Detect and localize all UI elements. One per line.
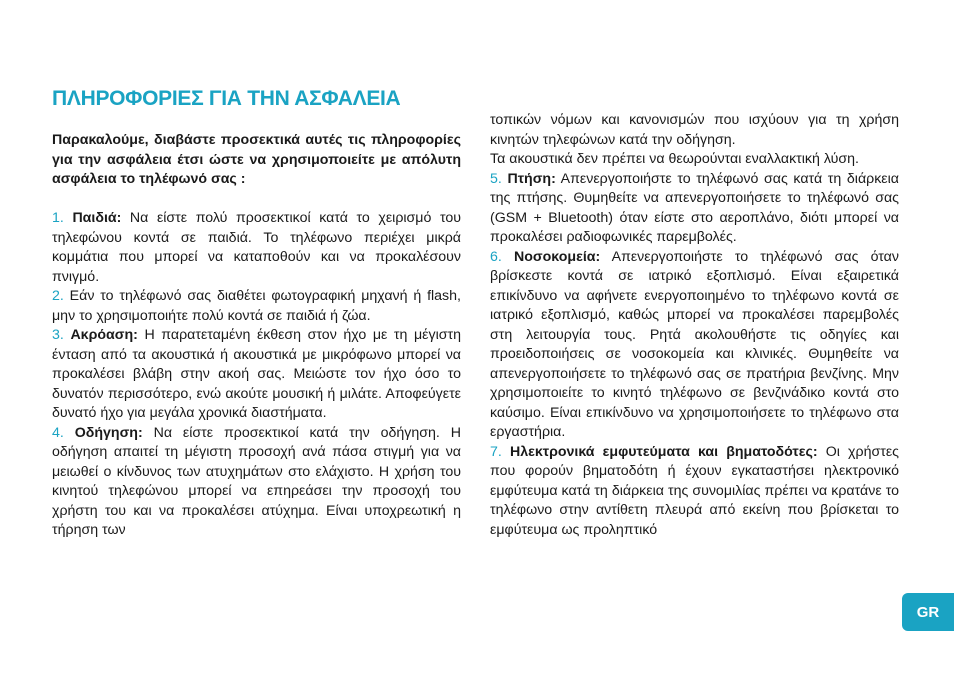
section-text: Εάν το τηλέφωνό σας διαθέτει φωτογραφική μηχανή ή flash, μην το χρησιμοποιήτε πολύ κοντά σε παιδιά ή ζώα. xyxy=(52,288,461,324)
section-heading: Πτήση: xyxy=(507,170,556,187)
section-hospitals xyxy=(490,248,899,443)
left-column xyxy=(52,131,461,541)
section-driving xyxy=(52,424,461,541)
section-text: Απενεργοποιήστε το τηλέφωνό σας κατά τη διάρκεια της πτήσης. Θυμηθείτε να απενεργοποιήσετε το τηλέφωνό σας (GSM + Bluetooth) όταν είστε στο αεροπλάνο, διότι μπορεί να προκαλέσει ραδιοφωνικές παρεμβολές. xyxy=(490,170,899,245)
section-driving-continued: τοπικών νόμων και κανονισμών που ισχύουν για τη χρήση κινητών τηλεφώνων κατά την οδήγηση. xyxy=(490,112,899,148)
section-heading: Ακρόαση: xyxy=(70,327,138,343)
section-text: Οι χρήστες που φορούν βηματοδότη ή έχουν εγκαταστήσει ηλεκτρονικό εμφύτευμα κατά τη διάρκεια της συνομιλίας πρέπει να κρατάνε το τηλέφωνο στην αντίθετη πλευρά από εκείνη που βρίσκεται το εμφύτευμα ως προληπτικό xyxy=(490,443,899,538)
section-heading: Ηλεκτρονικά εμφυτεύματα και βηματοδότες: xyxy=(509,443,818,460)
page-title: ΠΛΗΡΟΦΟΡΙΕΣ ΓΙΑ ΤΗΝ ΑΣΦΑΛΕΙΑ xyxy=(52,87,401,110)
section-implants xyxy=(490,443,899,541)
section-number: 2. xyxy=(52,288,64,304)
right-column xyxy=(490,111,899,540)
section-flash xyxy=(52,287,461,326)
section-heading: Οδήγηση: xyxy=(74,424,143,441)
section-number: 7. xyxy=(490,443,502,460)
intro-paragraph: Παρακαλούμε, διαβάστε προσεκτικά αυτές τις πληροφορίες για την ασφάλεια έτσι ώστε να χρησιμοποιείτε με απόλυτη ασφάλεια το τηλέφωνό σας : xyxy=(52,132,461,187)
section-text: Απενεργοποιήστε το τηλέφωνό σας όταν βρίσκεστε κοντά σε ιατρικό εξοπλισμό. Είναι εξαιρετικά επικίνδυνο να αφήνετε ενεργοποιημένο το τηλέφωνο κοντά σε ιατρικό εξοπλισμό, καθώς μπορεί να προκαλέσει παρεμβολές στη λειτουργία τους. Ρητά ακολουθήστε τις οδηγίες και προειδοποιήσεις σε νοσοκομεία και κλινικές. Θυμηθείτε να απενεργοποιήσετε το τηλέφωνό σας σε πρατήρια βενζίνης. Μην χρησιμοποιείτε το κινητό τηλέφωνο σε βενζινάδικο κοντά στο καύσιμο. Είναι επικίνδυνο να χρησιμοποιήσετε το τηλέφωνο στα εργαστήρια. xyxy=(490,248,899,440)
section-text: Η παρατεταμένη έκθεση στον ήχο με τη μέγιστη ένταση από τα ακουστικά ή ακουστικά με μικρόφωνο μπορεί να προκαλέσει βλάβη στην ακοή σας. Μειώστε τον ήχο όσο το δυνατόν περισσότερο, ενώ ακούτε μουσική ή μιλάτε. Αποφεύγετε δυνατό ήχο για μεγάλα χρονικά διαστήματα. xyxy=(52,327,461,421)
section-text: Να είστε πολύ προσεκτικοί κατά το χειρισμό του τηλεφώνου κοντά σε παιδιά. Το τηλέφωνο περιέχει μικρά κομμάτια που μπορεί να καταποθούν και να προκαλέσουν πνιγμό. xyxy=(52,210,461,285)
section-children xyxy=(52,209,461,287)
section-hearing xyxy=(52,326,461,424)
section-number: 5. xyxy=(490,170,502,187)
section-driving-note: Τα ακουστικά δεν πρέπει να θεωρούνται εναλλακτική λύση. xyxy=(490,151,859,167)
section-number: 6. xyxy=(490,248,502,265)
section-heading: Νοσοκομεία: xyxy=(514,248,601,265)
section-text: Να είστε προσεκτικοί κατά την οδήγηση. Η οδήγηση απαιτεί τη μέγιστη προσοχή ανά πάσα στιγμή για να μειωθεί ο κίνδυνος των ατυχημάτων στο ελάχιστο. Η χρήση του κινητού τηλεφώνου μπορεί να επηρεάσει την προσοχή του χρήστη του και να προκαλέσει ατύχημα. Είναι υποχρεωτική η τήρηση των xyxy=(52,424,461,538)
section-heading: Παιδιά: xyxy=(72,210,122,226)
section-flight xyxy=(490,170,899,248)
section-number: 4. xyxy=(52,424,64,441)
section-number: 1. xyxy=(52,210,64,226)
language-badge: GR xyxy=(902,593,954,631)
section-number: 3. xyxy=(52,327,64,343)
